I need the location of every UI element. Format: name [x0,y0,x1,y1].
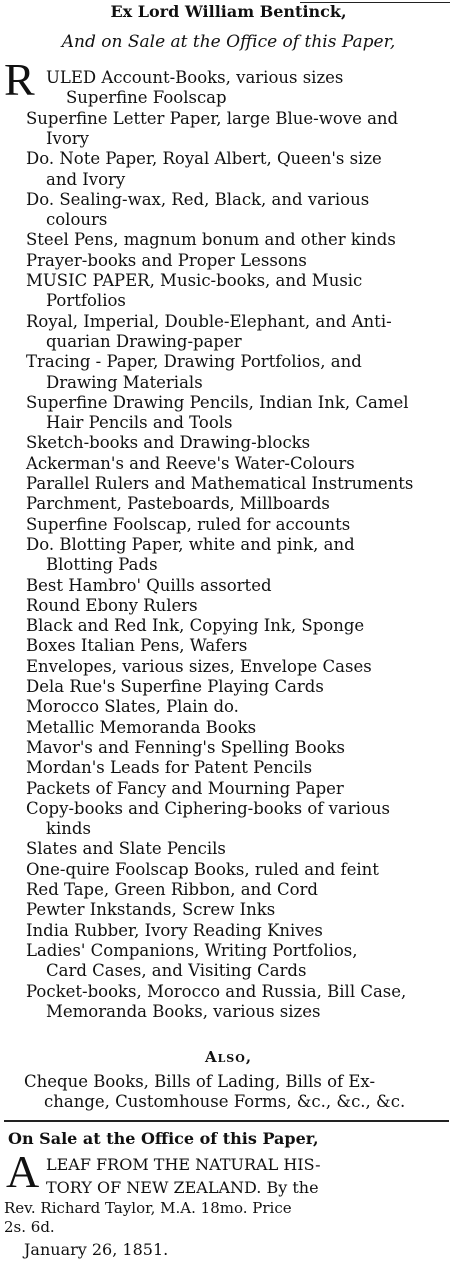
section-divider [4,1120,449,1122]
list-item: Superfine Drawing Pencils, Indian Ink, Camel [26,392,409,412]
list-item: Superfine Foolscap, ruled for accounts [26,514,351,534]
also-line-2: change, Customhouse Forms, &c., &c., &c. [44,1092,406,1111]
list-item: MUSIC PAPER, Music-books, and Music [26,271,363,290]
list-item: Pocket-books, Morocco and Russia, Bill Case, [26,981,407,1001]
book-title-line-1: LEAF FROM THE NATURAL HIS- [46,1155,321,1174]
list-item: Slates and Slate Pencils [26,839,226,859]
drop-cap-a: A [6,1146,40,1197]
list-item: Parallel Rulers and Mathematical Instruments [26,474,414,493]
list-item: Metallic Memoranda Books [26,717,257,737]
list-item: Red Tape, Green Ribbon, and Cord [26,880,318,899]
list-item: Boxes Italian Pens, Wafers [26,636,248,656]
list-item: Dela Rue's Superfine Playing Cards [26,677,324,696]
list-item: Ladies' Companions, Writing Portfolios, [26,940,358,960]
list-item: Copy-books and Ciphering-books of various [26,798,390,818]
header-sale-line: And on Sale at the Office of this Paper, [61,32,396,52]
notice-date: January 26, 1851. [24,1240,169,1259]
list-item: Envelopes, various sizes, Envelope Cases [26,656,372,676]
list-item: Best Hambro' Quills assorted [26,575,272,595]
list-item-continuation: Drawing Materials [46,372,203,392]
list-item: Do. Blotting Paper, white and pink, and [26,534,355,554]
drop-cap-r: R [4,54,35,105]
book-author-line: Rev. Richard Taylor, M.A. 18mo. Price [4,1199,292,1217]
list-item-continuation: Superfine Foolscap [66,88,227,108]
list-item: Prayer-books and Proper Lessons [26,250,307,270]
list-item: Do. Note Paper, Royal Albert, Queen's size [26,149,382,169]
list-item: Black and Red Ink, Copying Ink, Sponge [26,616,365,636]
list-item: Packets of Fancy and Mourning Paper [26,778,344,798]
book-title-line-2: TORY OF NEW ZEALAND. By the [46,1178,319,1197]
list-item: Parchment, Pasteboards, Millboards [26,494,330,514]
list-item: Sketch-books and Drawing-blocks [26,433,311,453]
list-item: Mavor's and Fenning's Spelling Books [26,737,346,757]
list-item-continuation: Blotting Pads [46,555,158,575]
header-ship-line: Ex Lord William Bentinck, [110,2,347,21]
list-item-continuation: Portfolios [46,291,126,311]
list-item: Superfine Letter Paper, large Blue-wove and [26,108,399,128]
list-item: One-quire Foolscap Books, ruled and feint [26,859,379,879]
second-sale-heading: On Sale at the Office of this Paper, [8,1129,319,1148]
list-item-continuation: Card Cases, and Visiting Cards [46,961,307,981]
list-item-continuation: Hair Pencils and Tools [46,413,233,433]
also-label: Also, [204,1048,253,1066]
list-item-continuation: kinds [46,819,91,839]
list-item: India Rubber, Ivory Reading Knives [26,920,323,940]
list-item: Tracing - Paper, Drawing Portfolios, and [26,352,362,372]
also-line-1: Cheque Books, Bills of Lading, Bills of Ex- [24,1072,376,1091]
list-item: Do. Sealing-wax, Red, Black, and various [26,189,370,209]
list-item-continuation: colours [46,210,108,230]
list-item: Mordan's Leads for Patent Pencils [26,758,313,778]
list-item-continuation: Memoranda Books, various sizes [46,1001,321,1021]
list-item: Morocco Slates, Plain do. [26,697,239,717]
list-item: Steel Pens, magnum bonum and other kinds [26,230,396,250]
list-item-continuation: Ivory [46,128,89,148]
list-item-continuation: and Ivory [46,169,126,189]
list-item: Royal, Imperial, Double-Elephant, and Anti- [26,311,392,331]
list-item: Round Ebony Rulers [26,595,198,615]
list-item-continuation: quarian Drawing-paper [46,331,242,351]
list-item: ULED Account-Books, various sizes [46,68,344,87]
list-item: Ackerman's and Reeve's Water-Colours [26,453,355,473]
list-item: Pewter Inkstands, Screw Inks [26,900,276,920]
book-price-line: 2s. 6d. [4,1218,55,1236]
